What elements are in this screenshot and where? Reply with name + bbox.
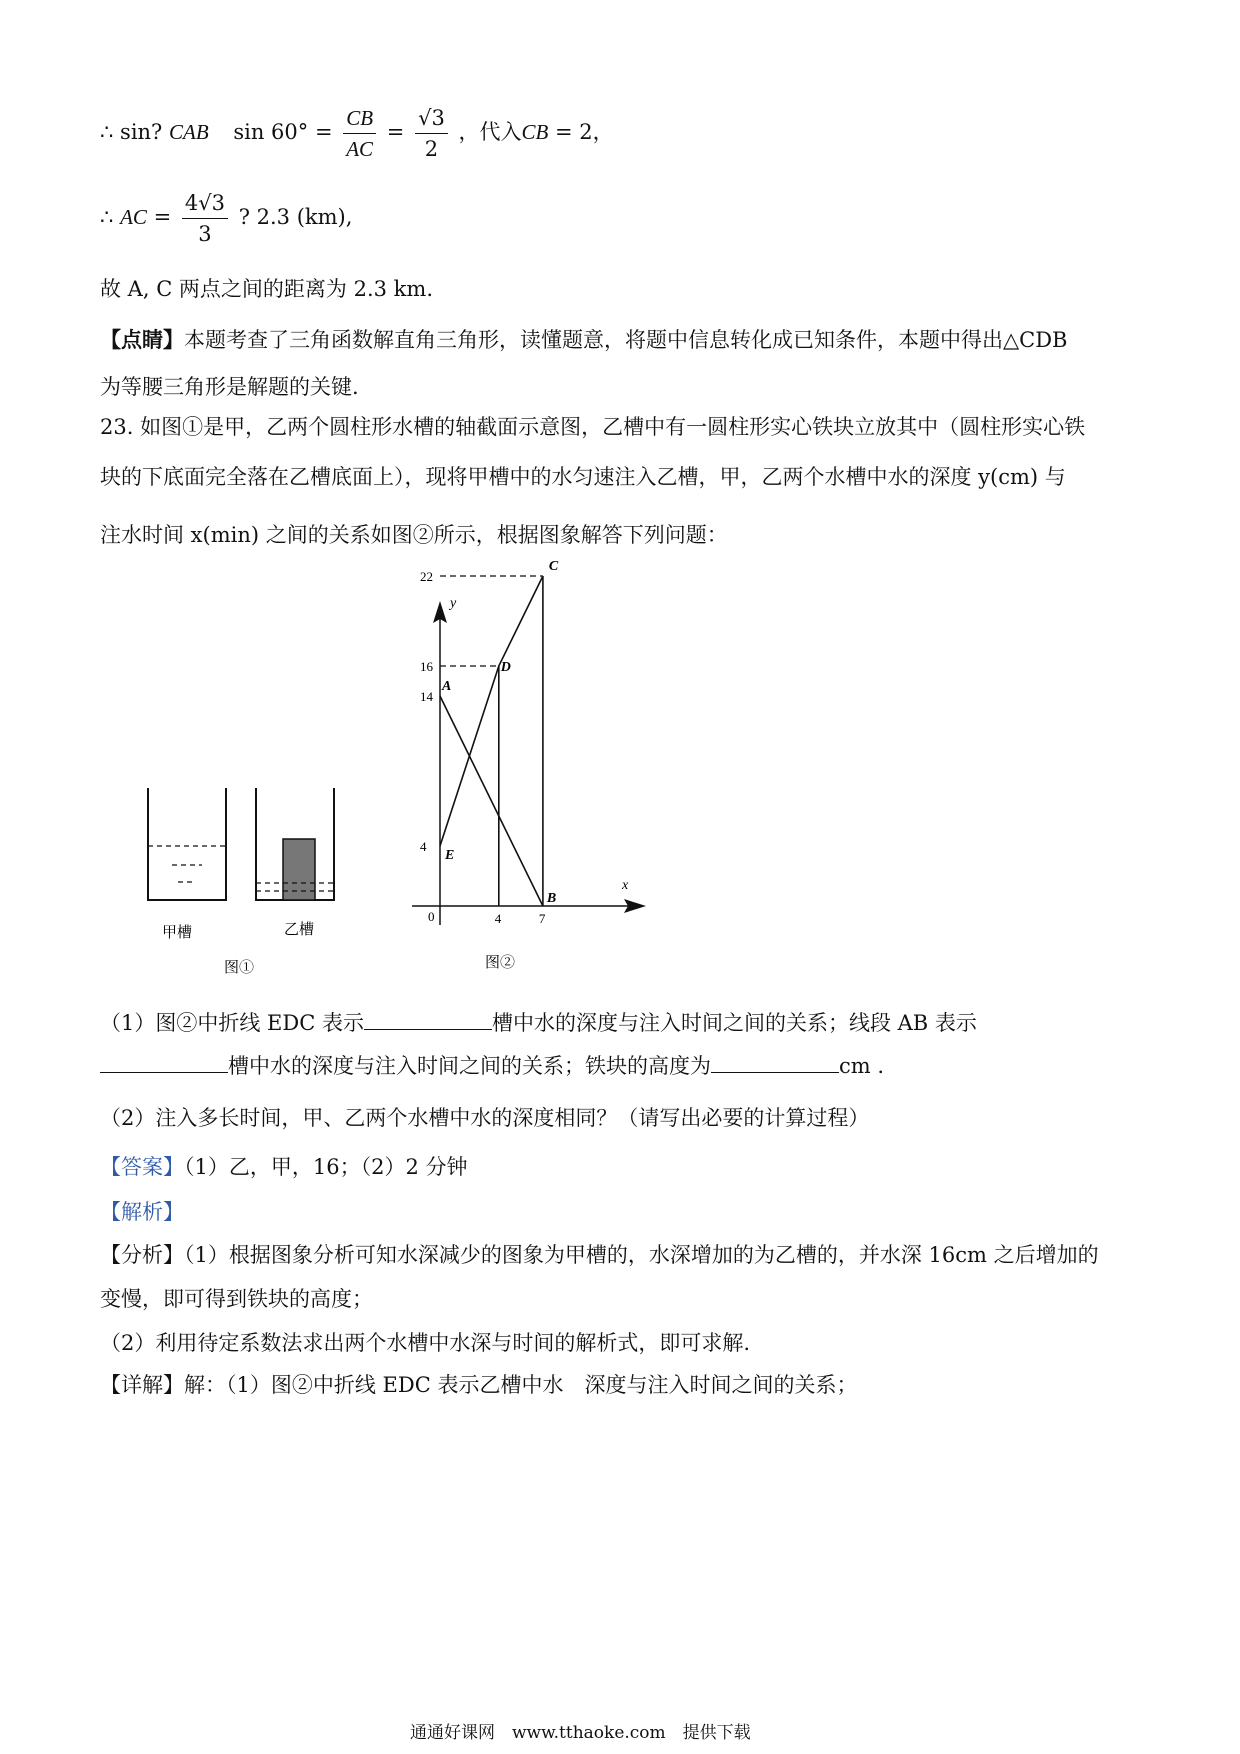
answer-blank-1[interactable] xyxy=(364,1009,492,1030)
detail-text: 解：（1）图②中折线 EDC 表示乙槽中水 深度与注入时间之间的关系； xyxy=(184,1373,858,1397)
frac-denominator: AC xyxy=(346,137,374,161)
frac-denominator: 3 xyxy=(198,222,212,246)
answer-blank-3[interactable] xyxy=(711,1052,839,1073)
series-edc xyxy=(440,576,543,846)
x-tick-label: 4 xyxy=(494,911,502,926)
subq1-text-a: （1）图②中折线 EDC 表示 xyxy=(100,1011,364,1035)
point-label-e: E xyxy=(445,848,455,863)
subq1-text-b: 槽中水的深度与注入时间之间的关系；线段 AB 表示 xyxy=(491,1011,977,1035)
footer-source[interactable]: 通通好课网 www.tthaoke.com 提供下载 xyxy=(410,1723,751,1743)
subquestion-1-line-1 xyxy=(100,1008,977,1038)
fenxi-line-2: 变慢，即可得到铁块的高度； xyxy=(100,1287,373,1311)
answer-text: （1）乙，甲，16；（2）2 分钟 xyxy=(184,1155,468,1179)
comment-line-2: 为等腰三角形是解题的关键. xyxy=(100,375,359,399)
y-tick-label: 22 xyxy=(420,569,433,584)
answer-blank-2[interactable] xyxy=(100,1052,228,1073)
fraction-cb-ac xyxy=(343,103,376,164)
unit-cm: cm . xyxy=(839,1054,885,1078)
fenxi-line-3: （2）利用待定系数法求出两个水槽中水深与时间的解析式，即可求解. xyxy=(100,1331,751,1355)
point-label-d: D xyxy=(500,660,511,675)
fenxi-line-1 xyxy=(100,1240,1099,1270)
figure-1-caption: 图① xyxy=(224,960,255,976)
fenxi-tag: 【分析】 xyxy=(100,1243,184,1267)
frac-denominator: 2 xyxy=(424,137,439,161)
comment-tag: 【点睛】 xyxy=(100,327,184,352)
origin-label: 0 xyxy=(428,909,435,924)
conclusion-line: 故 A, C 两点之间的距离为 2.3 km. xyxy=(100,277,433,301)
fenxi-text-1: （1）根据图象分析可知水深减少的图象为甲槽的，水深增加的为乙槽的，并水深 16cm 之后增加的 xyxy=(184,1243,1099,1267)
analysis-tag: 【解析】 xyxy=(100,1200,184,1224)
therefore-symbol: ∴ xyxy=(100,205,114,229)
detail-line xyxy=(100,1370,857,1400)
tank-a-label: 甲槽 xyxy=(162,925,193,941)
figure-1-tanks xyxy=(140,780,360,980)
math-line-1 xyxy=(100,103,614,164)
y-tick-label: 16 xyxy=(420,659,433,674)
approx-value: ? 2.3 (km), xyxy=(238,205,353,229)
ac-symbol: AC xyxy=(120,205,147,229)
detail-tag: 【详解】 xyxy=(100,1373,184,1397)
subquestion-1-line-2 xyxy=(100,1051,884,1081)
point-label-c: C xyxy=(548,559,559,574)
equals-two: = 2， xyxy=(555,120,614,144)
fraction-sqrt3-2 xyxy=(415,103,448,164)
comment-text: 本题考查了三角函数解直角三角形，读懂题意，将题中信息转化成已知条件，本题中得出△CDB xyxy=(184,328,1068,352)
therefore-sin-text: ∴ sin? xyxy=(100,120,169,144)
point-label-b: B xyxy=(546,891,557,906)
x-axis-label: x xyxy=(622,878,629,893)
tank-b-label: 乙槽 xyxy=(284,922,315,938)
tank-a-outline xyxy=(148,788,226,900)
substitute-text: ，代入 xyxy=(458,120,522,144)
point-label-a: A xyxy=(442,679,452,694)
y-tick-label: 14 xyxy=(420,689,433,704)
figure-2-caption: 图② xyxy=(485,955,516,971)
equals-sign: = xyxy=(153,205,172,229)
subquestion-2: （2）注入多长时间，甲、乙两个水槽中水的深度相同？（请写出必要的计算过程） xyxy=(100,1106,870,1130)
comment-line-1 xyxy=(100,325,1067,355)
y-axis-label: y xyxy=(450,596,457,611)
frac-numerator: CB xyxy=(343,103,376,134)
figure-2-graph xyxy=(400,559,680,990)
question-line-3: 注水时间 x(min) 之间的关系如图②所示，根据图象解答下列问题： xyxy=(100,523,728,547)
cb-symbol: CB xyxy=(521,120,549,144)
frac-numerator: 4√3 xyxy=(182,188,228,219)
math-line-2 xyxy=(100,188,352,249)
y-tick-label: 4 xyxy=(420,839,427,854)
sin60-text: sin 60° = xyxy=(233,120,333,144)
question-line-2: 块的下底面完全落在乙槽底面上），现将甲槽中的水匀速注入乙槽，甲，乙两个水槽中水的深度 y(cm) 与 xyxy=(100,465,1066,489)
fraction-4sqrt3-3 xyxy=(182,188,228,249)
subq1-text-c: 槽中水的深度与注入时间之间的关系；铁块的高度为 xyxy=(228,1054,711,1078)
angle-cab: CAB xyxy=(169,120,209,144)
answer-line xyxy=(100,1152,467,1182)
equals-sign: = xyxy=(386,120,405,144)
answer-tag: 【答案】 xyxy=(100,1155,184,1179)
question-line-1: 23. 如图①是甲，乙两个圆柱形水槽的轴截面示意图，乙槽中有一圆柱形实心铁块立放其中（圆柱形实心铁 xyxy=(100,415,1086,439)
x-tick-label: 7 xyxy=(538,911,546,926)
frac-numerator: √3 xyxy=(415,103,448,134)
